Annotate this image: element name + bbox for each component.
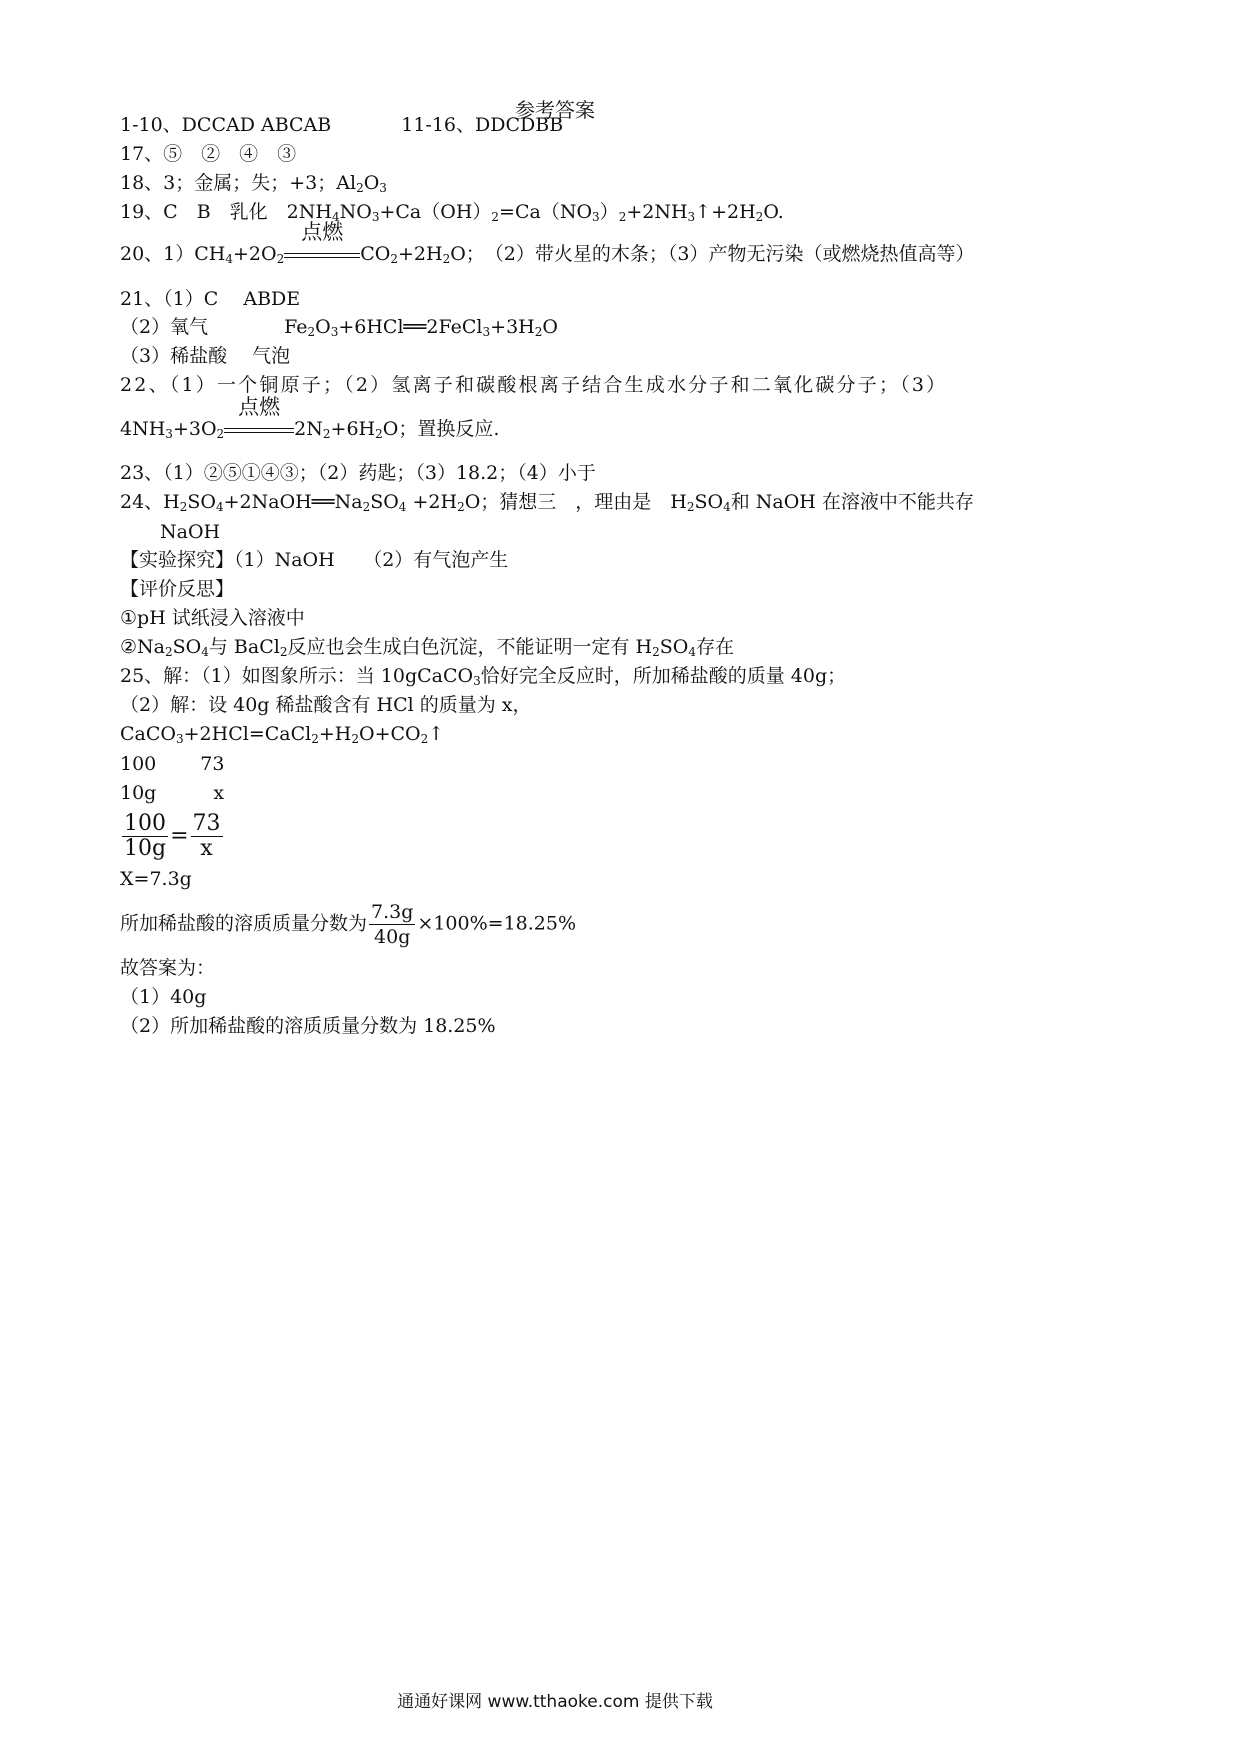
answer-20: 20、$1)CH_4+2O_2$ 点燃 $CO_2+2H_2O$； （2）带火星的木条；（3）产物无污染（或燃烧热值高等） [120,220,975,266]
equation-double-line [224,428,294,433]
experiment-section: 【实验探究】（1）NaOH （2）有气泡产生 [120,549,509,571]
reaction-condition [224,395,294,441]
answer-line-1-16 [120,113,563,137]
answer-21-1: 21、（1）C ABDE [120,288,301,310]
answer-11-16: 11-16、DDCDBB [401,114,564,136]
reaction-condition [284,220,360,266]
mass-value-row: 10g x [120,782,225,804]
equation-double-line [284,253,360,258]
mass-ratio-row: 100 73 [120,753,225,775]
ignite-condition-label: 点燃 [301,220,344,244]
answer-23: 23、（1）②⑤①④③；（2）药匙；（3）18.2；（4）小于 [120,462,596,484]
ignite-condition-label: 点燃 [238,395,281,419]
equation-caco3-hcl: $CaCO_3+2HCl=CaCl_2+H_2O+CO_2↑$ [120,723,445,746]
page-title: 参考答案 [515,98,595,122]
answer-heading: 故答案为： [120,957,216,979]
evaluation-heading: 【评价反思】 [120,578,235,600]
fraction-7.3g-40g: $\frac{7.3g}{40g}$ [371,901,414,948]
fraction-73-x: $\frac{73}{x}$ [192,811,221,861]
answer-19: 19、C B 乳化 $2NH_4NO_3+Ca(OH)_2=Ca(NO_3)_2+2NH_3↑+2H_2O$. [120,201,784,224]
footer-source: 通通好课网 www.tthaoke.com 提供下载 [397,1692,713,1712]
final-answer-1: （1）40g [120,986,207,1008]
answer-1-10: 1-10、DCCAD ABCAB [120,114,332,136]
answer-24: 24、$H_2SO_4+2NaOH══Na_2SO_4 +2H_2O$；猜想三 ，理由是 $H_2SO_4$和 NaOH 在溶液中不能共存 [120,491,974,514]
answer-22-line2: $4NH_3+3O_2$ 点燃 $2N_2+6H_2O$；置换反应. [120,395,500,441]
answer-17: 17、⑤ ② ④ ③ [120,143,297,165]
answer-21-2: （2）氧气 $Fe_2O_3+6HCl══2FeCl_3+3H_2O$ [120,316,558,339]
evaluation-item-2: $②Na_2SO_4$与 BaCl$_2$反应也会生成白色沉淀，不能证明一定有 $H_2SO_4$存在 [120,636,734,659]
answer-22-line1: 22、（1）一个铜原子；（2）氢离子和碳酸根离子结合生成水分子和二氧化碳分子；（3） [120,374,948,396]
fraction-100-10g: $\frac{100}{10g}$ [124,811,167,861]
answer-18: 18、3；金属；失；+3；$Al_2O_3$ [120,172,387,195]
final-answer-2: （2）所加稀盐酸的溶质质量分数为 18.25% [120,1015,496,1037]
evaluation-item-1: ①pH 试纸浸入溶液中 [120,607,305,629]
answer-25-part2: （2）解：设 40g 稀盐酸含有 HCl 的质量为 x， [120,694,532,716]
proportion-equation: $\frac{100}{10g}$ = $\frac{73}{x}$ [124,811,221,861]
x-result: X=7.3g [120,868,192,890]
answer-24-naoh: NaOH [160,521,221,543]
mass-fraction-calc: 所加稀盐酸的溶质质量分数为 $\frac{7.3g}{40g}$ ×100%=18.25% [120,901,577,948]
answer-21-3: （3）稀盐酸 气泡 [120,345,291,367]
answer-25-part1: 25、解：（1）如图象所示：当 10gCaCO$_3$恰好完全反应时，所加稀盐酸的质量 40g； [120,665,847,688]
